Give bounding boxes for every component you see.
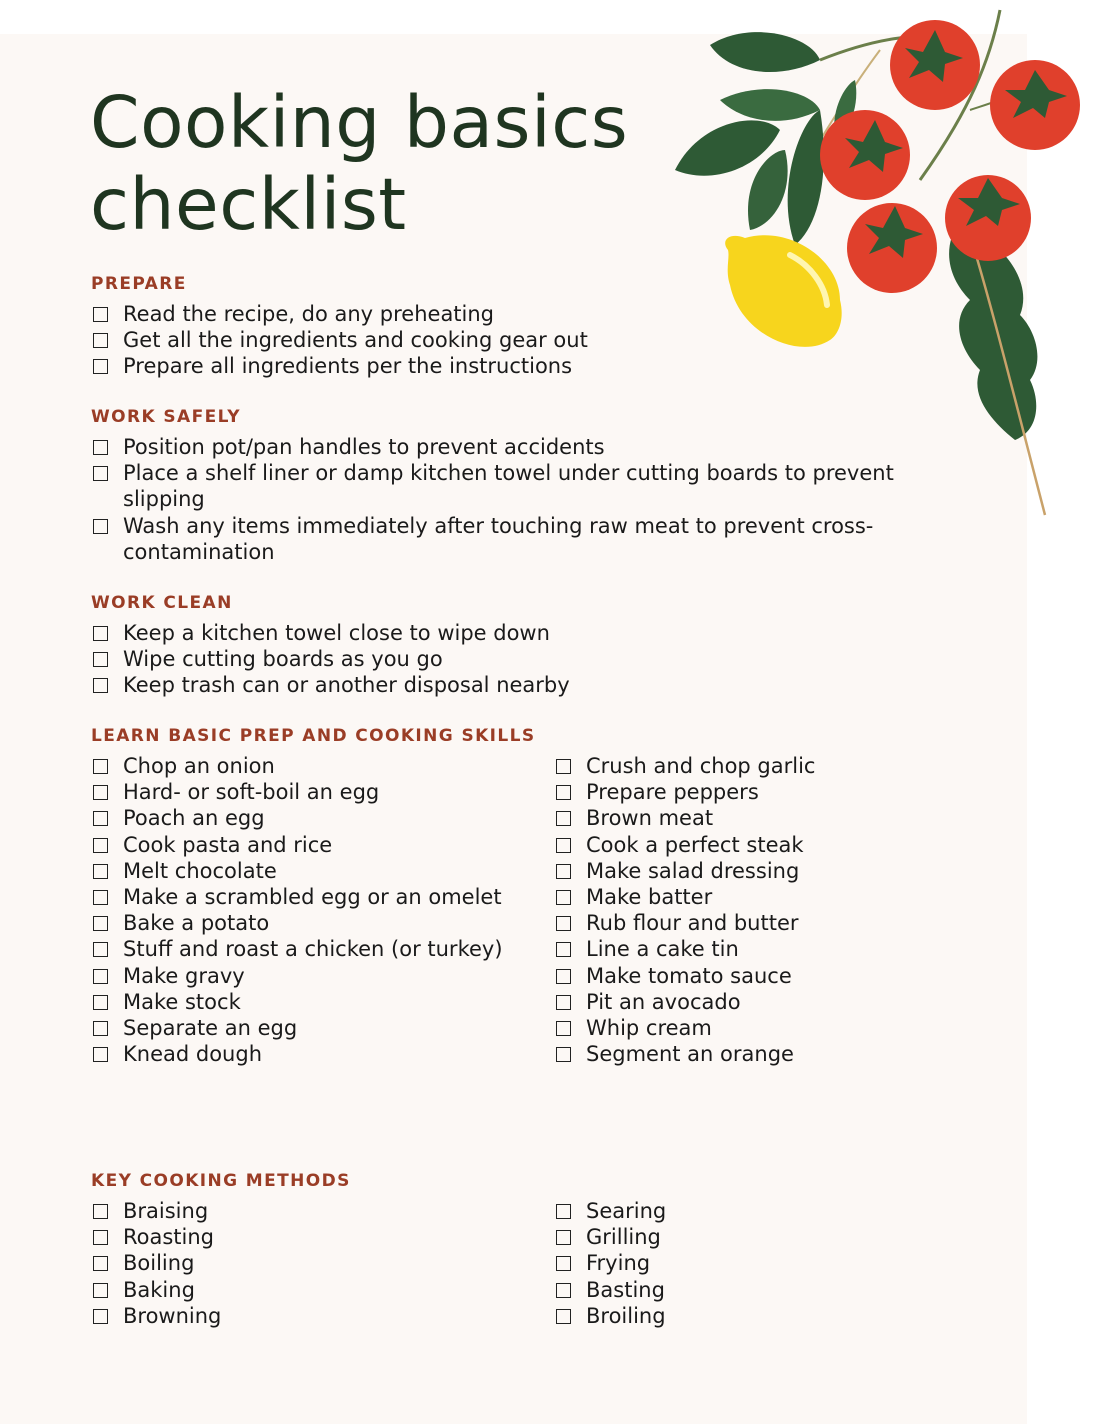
checkbox[interactable] (93, 785, 108, 800)
checklist-item-label: Prepare peppers (586, 780, 759, 805)
checklist-item[interactable] (91, 1198, 541, 1224)
checkbox[interactable] (556, 916, 571, 931)
checklist-item[interactable] (91, 1041, 541, 1067)
checklist-item-label: Pit an avocado (586, 989, 741, 1014)
checklist-item[interactable] (554, 910, 974, 936)
checklist-item-label: Keep trash can or another disposal nearby (123, 673, 570, 698)
checkbox[interactable] (93, 1021, 108, 1036)
checklist-item-label: Crush and chop garlic (586, 754, 816, 778)
checklist-item[interactable] (554, 884, 974, 910)
checklist-item[interactable] (91, 753, 541, 779)
checkbox[interactable] (93, 759, 108, 774)
checklist-item[interactable] (91, 353, 931, 379)
section-heading: LEARN BASIC PREP AND COOKING SKILLS (91, 726, 536, 746)
checklist-item[interactable] (554, 989, 974, 1015)
checkbox[interactable] (93, 333, 108, 348)
checklist-item-label: Read the recipe, do any preheating (123, 302, 495, 326)
checkbox[interactable] (93, 1047, 108, 1062)
checklist-item[interactable] (91, 805, 541, 831)
checkbox[interactable] (556, 1256, 571, 1271)
checkbox[interactable] (556, 942, 571, 957)
checkbox[interactable] (93, 678, 108, 693)
checklist-item[interactable] (91, 832, 541, 858)
section-heading: KEY COOKING METHODS (91, 1171, 351, 1191)
checklist-item[interactable] (554, 963, 974, 989)
checklist-item[interactable] (91, 1303, 541, 1329)
checklist-item-label: Chop an onion (123, 754, 275, 778)
checklist-item-label: Frying (586, 1251, 651, 1276)
checkbox[interactable] (93, 969, 108, 984)
checklist-item-label: Prepare all ingredients per the instructions (123, 354, 573, 379)
checklist-item-label: Rub flour and butter (586, 911, 799, 936)
checkbox[interactable] (93, 519, 108, 534)
checklist-item-label: Make tomato sauce (586, 963, 792, 988)
checklist-item-label: Brown meat (586, 806, 714, 831)
checklist-item-label: Basting (586, 1277, 665, 1302)
checklist-item-label: Roasting (123, 1225, 215, 1250)
arugula-leaf-icon (949, 219, 1045, 515)
checklist-item[interactable] (554, 1015, 974, 1041)
checklist-item-label: Whip cream (586, 1016, 712, 1041)
checklist-item-label: Stuff and roast a chicken (or turkey) (123, 937, 503, 962)
checkbox[interactable] (93, 838, 108, 853)
checklist-item[interactable] (91, 301, 931, 327)
checklist-item[interactable] (91, 779, 541, 805)
checkbox[interactable] (556, 1204, 571, 1219)
title-line-2: checklist (90, 163, 407, 246)
checkbox[interactable] (556, 1047, 571, 1062)
checklist-item-label: Make gravy (123, 963, 245, 988)
checklist-item[interactable] (554, 858, 974, 884)
checklist-item-label: Position pot/pan handles to prevent accidents (123, 435, 605, 459)
checklist-item-label: Separate an egg (123, 1016, 298, 1041)
checkbox[interactable] (93, 942, 108, 957)
checklist-item-label: Broiling (586, 1303, 666, 1328)
checklist-item-label: Bake a potato (123, 911, 270, 936)
checklist-item-label: Segment an orange (586, 1042, 794, 1067)
checkbox[interactable] (556, 785, 571, 800)
checklist-item[interactable] (91, 963, 541, 989)
checklist-item[interactable] (91, 1277, 541, 1303)
checkbox[interactable] (93, 995, 108, 1010)
checklist-item[interactable] (91, 513, 923, 565)
checklist-item[interactable] (554, 779, 974, 805)
checklist-item[interactable] (554, 1277, 974, 1303)
checkbox[interactable] (93, 307, 108, 322)
checklist-item-label: Boiling (123, 1251, 195, 1276)
checklist-item[interactable] (91, 646, 931, 672)
section-prepare (91, 273, 931, 380)
checkbox[interactable] (93, 466, 108, 481)
checklist-item[interactable] (91, 460, 923, 512)
checkbox[interactable] (556, 890, 571, 905)
checkbox[interactable] (93, 652, 108, 667)
checkbox[interactable] (556, 1309, 571, 1324)
checklist-item[interactable] (554, 832, 974, 858)
checkbox[interactable] (93, 1230, 108, 1245)
section-work-safely (91, 406, 923, 565)
checkbox[interactable] (556, 969, 571, 984)
checkbox[interactable] (556, 1021, 571, 1036)
checkbox[interactable] (93, 1204, 108, 1219)
section-methods (91, 1170, 991, 1340)
checklist-item-label: Searing (586, 1199, 667, 1223)
checklist-item[interactable] (554, 805, 974, 831)
checklist-item[interactable] (91, 989, 541, 1015)
checklist-item[interactable] (91, 434, 923, 460)
checkbox[interactable] (556, 1283, 571, 1298)
checklist-item-label: Grilling (586, 1225, 661, 1250)
checklist-item-label: Melt chocolate (123, 858, 277, 883)
checklist-item[interactable] (91, 1224, 541, 1250)
checklist-item[interactable] (91, 1250, 541, 1276)
checklist-item-label: Make stock (123, 989, 241, 1014)
section-heading: WORK SAFELY (91, 407, 241, 427)
section-heading: WORK CLEAN (91, 593, 233, 613)
checklist-item-label: Hard- or soft-boil an egg (123, 780, 380, 805)
checkbox[interactable] (93, 1256, 108, 1271)
checklist-item-label: Browning (123, 1303, 222, 1328)
checkbox[interactable] (93, 811, 108, 826)
checklist (91, 434, 923, 565)
checklist-item-label: Wash any items immediately after touching raw meat to prevent cross-contamination (123, 513, 874, 564)
checkbox[interactable] (93, 626, 108, 641)
checklist-item-label: Cook pasta and rice (123, 832, 333, 857)
checklist-item[interactable] (554, 1303, 974, 1329)
checkbox[interactable] (556, 1230, 571, 1245)
checklist-item-label: Get all the ingredients and cooking gear out (123, 328, 588, 353)
section-work-clean (91, 592, 931, 699)
checkbox[interactable] (93, 1283, 108, 1298)
page-title (90, 82, 628, 246)
checklist-item-label: Wipe cutting boards as you go (123, 647, 443, 672)
methods-left-column (91, 1198, 541, 1329)
checklist-item-label: Knead dough (123, 1042, 263, 1067)
checklist-item[interactable] (554, 1224, 974, 1250)
checklist-item-label: Poach an egg (123, 806, 265, 831)
section-skills (91, 725, 991, 1085)
checkbox[interactable] (93, 359, 108, 374)
skills-right-column (554, 753, 974, 1067)
checklist-item-label: Baking (123, 1277, 195, 1302)
checklist-item[interactable] (91, 327, 931, 353)
checklist-item[interactable] (554, 1250, 974, 1276)
checklist-item-label: Cook a perfect steak (586, 832, 804, 857)
methods-right-column (554, 1198, 974, 1329)
checklist-item[interactable] (91, 1015, 541, 1041)
checklist-item[interactable] (91, 672, 931, 698)
checklist-item-label: Keep a kitchen towel close to wipe down (123, 621, 550, 645)
checklist-item[interactable] (91, 936, 541, 962)
checklist-item-label: Make a scrambled egg or an omelet (123, 885, 502, 910)
title-line-1: Cooking basics (90, 81, 629, 164)
checkbox[interactable] (93, 1309, 108, 1324)
checkbox[interactable] (556, 759, 571, 774)
checkbox[interactable] (556, 864, 571, 879)
checklist (91, 620, 931, 699)
checklist-item[interactable] (554, 1041, 974, 1067)
checklist-item-label: Make batter (586, 885, 713, 910)
checklist-item[interactable] (554, 936, 974, 962)
checkbox[interactable] (556, 838, 571, 853)
checkbox[interactable] (556, 811, 571, 826)
checklist-item-label: Line a cake tin (586, 937, 739, 962)
skills-left-column (91, 753, 541, 1067)
checklist-item[interactable] (91, 858, 541, 884)
checklist-item-label: Braising (123, 1199, 209, 1223)
checkbox[interactable] (93, 890, 108, 905)
checklist-item[interactable] (91, 910, 541, 936)
checklist-item[interactable] (554, 753, 974, 779)
checkbox[interactable] (93, 440, 108, 455)
checkbox[interactable] (556, 995, 571, 1010)
checklist-item-label: Make salad dressing (586, 858, 800, 883)
checklist-item[interactable] (91, 620, 931, 646)
section-heading: PREPARE (91, 274, 187, 294)
checklist (91, 301, 931, 380)
checkbox[interactable] (93, 916, 108, 931)
checkbox[interactable] (93, 864, 108, 879)
checklist-item-label: Place a shelf liner or damp kitchen towel under cutting boards to prevent slipping (123, 461, 894, 512)
checklist-item[interactable] (91, 884, 541, 910)
checklist-item[interactable] (554, 1198, 974, 1224)
